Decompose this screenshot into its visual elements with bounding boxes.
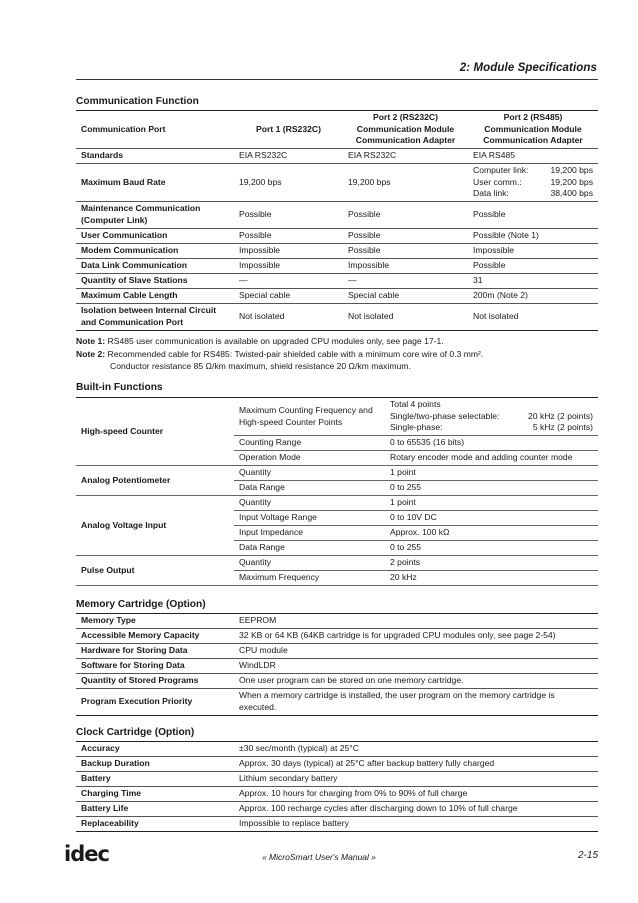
table-row <box>76 787 598 802</box>
cell: Not isolated <box>348 311 394 322</box>
cell: Approx. 100 kΩ <box>390 527 450 538</box>
note-label: Note 2: <box>76 348 106 359</box>
baud-rate-list: Computer link: 19,200 bps User comm.: 19,200 bps Data link: 38,400 bps <box>473 165 593 199</box>
cell: Approx. 10 hours for charging from 0% to 90% of full charge <box>239 788 468 799</box>
cell: Maximum Counting Frequency and High-speed Counter Points <box>239 404 373 427</box>
cell: 200m (Note 2) <box>473 290 528 301</box>
cell: Impossible <box>239 245 281 256</box>
table-row <box>76 496 598 511</box>
header-cell: Port 2 (RS485) Communication Module Communication Adapter <box>483 112 583 146</box>
section-title-clock: Clock Cartridge (Option) <box>76 727 195 738</box>
row-label: Quantity of Slave Stations <box>81 275 188 286</box>
cell: Possible <box>348 245 381 256</box>
cell: 19,200 bps <box>239 176 282 187</box>
cell: Data Range <box>239 482 285 493</box>
cell: Approx. 30 days (typical) at 25°C after backup battery fully charged <box>239 758 495 769</box>
footer-title: « MicroSmart User's Manual » <box>261 852 377 862</box>
cell: Possible <box>473 260 506 271</box>
table-row <box>76 817 598 832</box>
row-label: Program Execution Priority <box>81 696 193 707</box>
header-cell: Communication Port <box>81 123 166 134</box>
row-label: Analog Voltage Input <box>81 519 167 530</box>
row-label: Standards <box>81 150 124 161</box>
table-row <box>76 629 598 644</box>
header-rule <box>76 79 598 80</box>
hsc-total: Total 4 points <box>390 399 441 410</box>
cell: Possible <box>348 209 381 220</box>
row-label: Analog Potentiometer <box>81 474 171 485</box>
cell: Impossible <box>473 245 515 256</box>
table-row <box>76 772 598 787</box>
table-row <box>76 757 598 772</box>
cell: EEPROM <box>239 615 277 626</box>
header-cell: Port 1 (RS232C) <box>256 123 321 134</box>
row-label: Replaceability <box>81 818 139 829</box>
table-row <box>76 644 598 659</box>
cell: EIA RS485 <box>473 150 516 161</box>
note-text: RS485 user communication is available on upgraded CPU modules only, see page 17-1. <box>107 336 444 346</box>
page-number: 2-15 <box>577 850 598 861</box>
cell: Quantity <box>239 497 272 508</box>
cell: Total 4 points Single/two-phase selectable: 20 kHz (2 points) Single-phase: 5 kHz (2 points) <box>390 399 593 433</box>
cell: Approx. 100 recharge cycles after discharging down to 10% of full charge <box>239 803 518 814</box>
table-row <box>76 802 598 817</box>
cell: CPU module <box>239 645 288 656</box>
table-row <box>76 289 598 304</box>
section-title-builtin: Built-in Functions <box>76 382 163 393</box>
cell: Input Voltage Range <box>239 512 317 523</box>
row-label: Pulse Output <box>81 564 135 575</box>
table-row <box>76 466 598 481</box>
builtin-table <box>76 397 598 586</box>
cell: Data Range <box>239 542 285 553</box>
cell: 0 to 255 <box>390 482 422 493</box>
cell: 1 point <box>390 467 416 478</box>
row-label: Backup Duration <box>81 758 150 769</box>
row-label: Battery Life <box>81 803 129 814</box>
row-label: Maximum Cable Length <box>81 290 178 301</box>
cell <box>468 164 598 202</box>
cell: Lithium secondary battery <box>239 773 338 784</box>
note-text: Conductor resistance 85 Ω/km maximum, shield resistance 20 Ω/km maximum. <box>110 361 411 372</box>
table-row <box>76 259 598 274</box>
row-label: Accessible Memory Capacity <box>81 630 200 641</box>
table-row <box>76 674 598 689</box>
cell: 0 to 65535 (16 bits) <box>390 437 465 448</box>
header-cell: Port 2 (RS232C) Communication Module Communication Adapter <box>355 112 456 146</box>
table-row <box>76 556 598 571</box>
cell: Input Impedance <box>239 527 304 538</box>
cell: EIA RS232C <box>348 150 397 161</box>
cell: Not isolated <box>473 311 519 322</box>
clock-table <box>76 741 598 832</box>
row-label: Data Link Communication <box>81 260 187 271</box>
cell: EIA RS232C <box>239 150 288 161</box>
cell: 31 <box>473 275 483 286</box>
table-row <box>76 304 598 331</box>
section-title-communication: Communication Function <box>76 96 199 107</box>
cell: 0 to 255 <box>390 542 422 553</box>
cell: Rotary encoder mode and adding counter mode <box>390 452 573 463</box>
table-row <box>76 274 598 289</box>
cell: 32 KB or 64 KB (64KB cartridge is for upgraded CPU modules only, see page 2-54) <box>239 630 556 641</box>
table-row <box>76 689 598 716</box>
table-row <box>76 398 598 436</box>
row-label: Accuracy <box>81 743 120 754</box>
idec-logo: idec <box>64 842 109 866</box>
cell: Operation Mode <box>239 452 301 463</box>
table-row <box>76 742 598 757</box>
row-label: High-speed Counter <box>81 425 164 436</box>
cell: Impossible <box>239 260 281 271</box>
cell: Not isolated <box>239 311 285 322</box>
cell: Possible <box>239 209 272 220</box>
cell: — <box>348 275 357 286</box>
cell: 0 to 10V DC <box>390 512 437 523</box>
cell: Quantity <box>239 557 272 568</box>
cell: Impossible <box>348 260 390 271</box>
table-row <box>76 244 598 259</box>
row-label: User Communication <box>81 230 168 241</box>
page-header-title: 2: Module Specifications <box>459 62 597 74</box>
cell: Special cable <box>239 290 291 301</box>
cell: ±30 sec/month (typical) at 25°C <box>239 743 359 754</box>
cell: Maximum Frequency <box>239 572 320 583</box>
section-title-memory: Memory Cartridge (Option) <box>76 599 206 610</box>
cell: Possible <box>473 209 506 220</box>
row-label: Battery <box>81 773 111 784</box>
table-header-row <box>76 111 598 149</box>
table-row <box>76 659 598 674</box>
table-row <box>76 202 598 229</box>
cell: Possible (Note 1) <box>473 230 539 241</box>
cell: Quantity <box>239 467 272 478</box>
cell: One user program can be stored on one memory cartridge. <box>239 675 464 686</box>
communication-table <box>76 110 598 331</box>
table-row <box>76 614 598 629</box>
row-label: Software for Storing Data <box>81 660 185 671</box>
row-label: Isolation between Internal Circuit and Communication Port <box>81 305 217 327</box>
cell: Possible <box>348 230 381 241</box>
cell: 1 point <box>390 497 416 508</box>
cell: 20 kHz <box>390 572 417 583</box>
note-text: Recommended cable for RS485: Twisted-pair shielded cable with a minimum core wire of 0.3 mm². <box>107 348 484 359</box>
row-label: Maximum Baud Rate <box>81 176 166 187</box>
table-row <box>76 149 598 164</box>
cell: — <box>239 275 248 286</box>
cell: Counting Range <box>239 437 302 448</box>
cell: Special cable <box>348 290 400 301</box>
row-label: Memory Type <box>81 615 136 626</box>
note-label: Note 1: <box>76 336 106 346</box>
cell: 2 points <box>390 557 421 568</box>
cell: Possible <box>239 230 272 241</box>
notes <box>76 335 483 373</box>
cell: When a memory cartridge is installed, the user program on the memory cartridge is executed. <box>239 690 555 712</box>
table-row <box>76 229 598 244</box>
row-label: Hardware for Storing Data <box>81 645 188 656</box>
cell: WindLDR <box>239 660 276 671</box>
memory-table <box>76 613 598 716</box>
table-row <box>76 164 598 202</box>
cell: 19,200 bps <box>348 176 391 187</box>
row-label: Maintenance Communication (Computer Link) <box>81 203 201 225</box>
row-label: Modem Communication <box>81 245 179 256</box>
row-label: Quantity of Stored Programs <box>81 675 199 686</box>
row-label: Charging Time <box>81 788 142 799</box>
cell: Impossible to replace battery <box>239 818 349 829</box>
